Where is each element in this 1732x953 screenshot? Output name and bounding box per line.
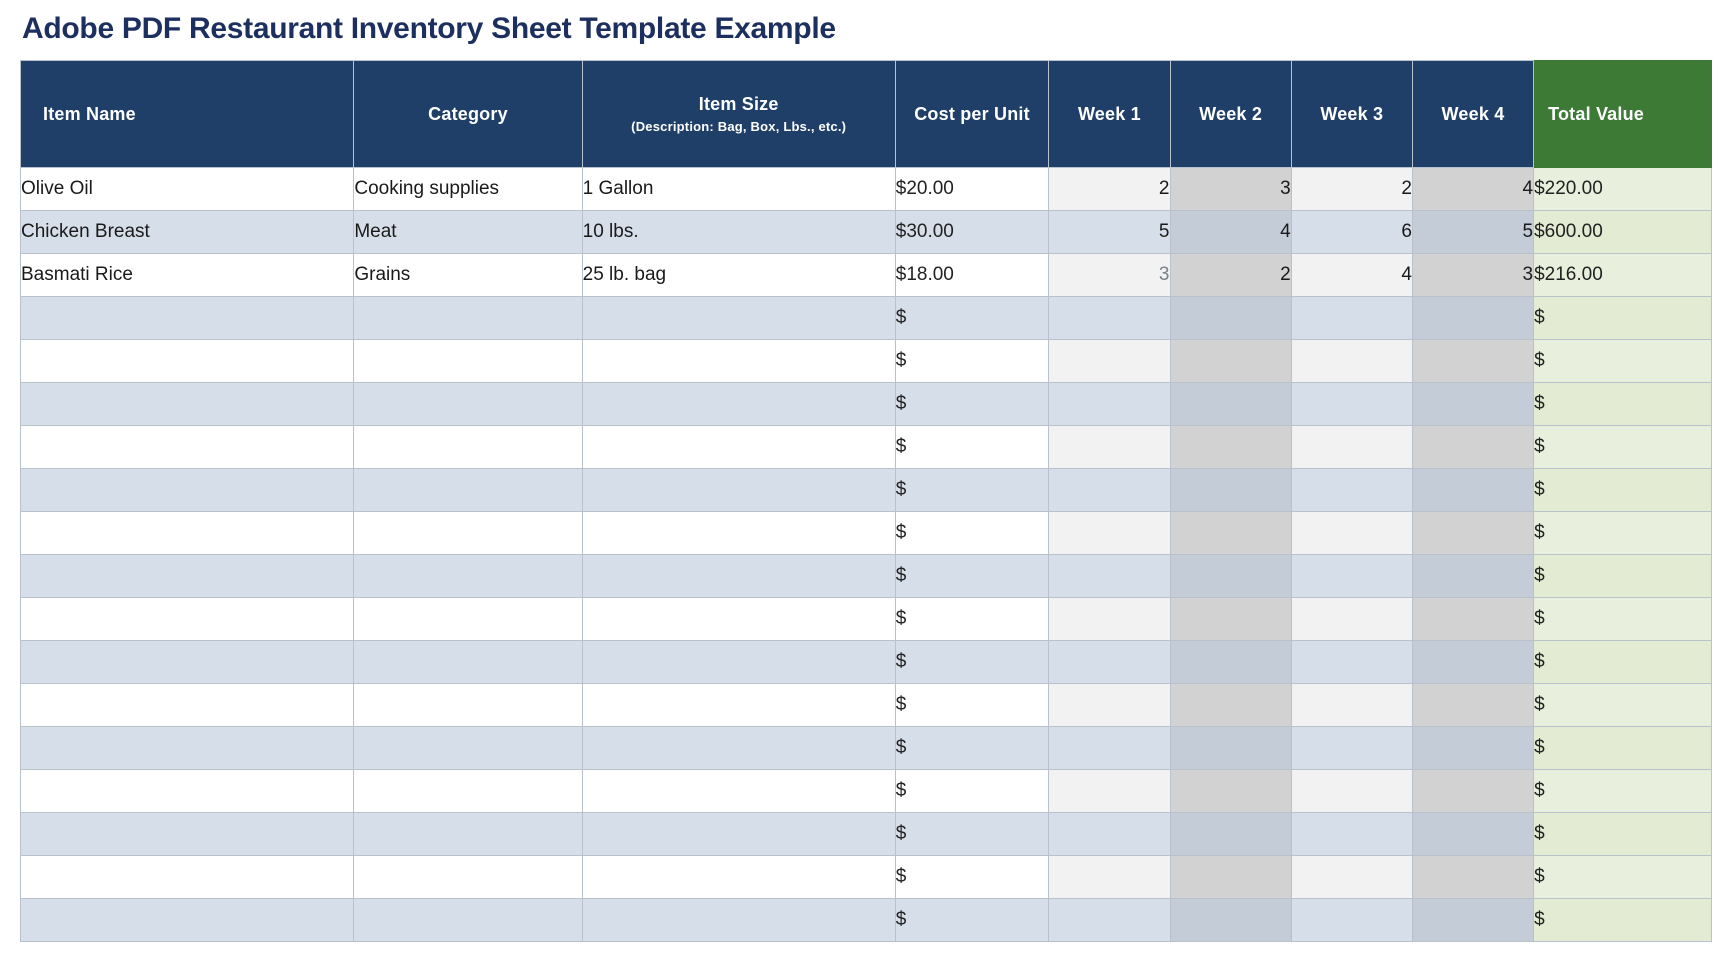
cell-week3[interactable] (1291, 426, 1412, 469)
cell-item-name[interactable] (21, 813, 354, 856)
cell-item-size[interactable] (582, 555, 895, 598)
cell-week2[interactable] (1170, 598, 1291, 641)
cell-week4[interactable] (1412, 727, 1533, 770)
cell-cost-per-unit[interactable]: $ (895, 684, 1049, 727)
table-row (21, 727, 1712, 770)
cell-total-value[interactable]: $600.00 (1534, 211, 1712, 254)
cell-week2[interactable] (1170, 383, 1291, 426)
table-row (21, 297, 1712, 340)
cell-item-size[interactable]: 10 lbs. (582, 211, 895, 254)
cell-category[interactable] (354, 813, 582, 856)
cell-cost-per-unit[interactable]: $ (895, 598, 1049, 641)
cell-category[interactable] (354, 770, 582, 813)
table-body (21, 168, 1712, 942)
cell-category[interactable] (354, 512, 582, 555)
cell-week2[interactable] (1170, 856, 1291, 899)
column-header-item-size-main: Item Size (698, 94, 779, 115)
table-row (21, 211, 1712, 254)
cell-item-name[interactable] (21, 641, 354, 684)
cell-item-name[interactable] (21, 727, 354, 770)
cell-cost-per-unit[interactable]: $30.00 (895, 211, 1049, 254)
cell-week1[interactable] (1049, 856, 1170, 899)
cell-cost-per-unit[interactable]: $18.00 (895, 254, 1049, 297)
cell-category[interactable] (354, 297, 582, 340)
cell-week3[interactable] (1291, 598, 1412, 641)
cell-week4[interactable] (1412, 641, 1533, 684)
cell-week3[interactable] (1291, 770, 1412, 813)
cell-week3[interactable]: 4 (1291, 254, 1412, 297)
cell-week1[interactable] (1049, 297, 1170, 340)
cell-total-value[interactable]: $ (1534, 297, 1712, 340)
cell-category[interactable] (354, 856, 582, 899)
cell-week4[interactable] (1412, 383, 1533, 426)
cell-total-value[interactable]: $216.00 (1534, 254, 1712, 297)
cell-item-name[interactable] (21, 340, 354, 383)
cell-week2[interactable] (1170, 340, 1291, 383)
cell-item-size[interactable] (582, 641, 895, 684)
cell-week1[interactable] (1049, 340, 1170, 383)
cell-week3[interactable]: 2 (1291, 168, 1412, 211)
cell-item-size[interactable] (582, 770, 895, 813)
cell-week4[interactable] (1412, 555, 1533, 598)
cell-week4[interactable] (1412, 340, 1533, 383)
cell-item-name[interactable] (21, 899, 354, 942)
cell-item-size[interactable] (582, 383, 895, 426)
cell-week1[interactable] (1049, 383, 1170, 426)
cell-week1[interactable]: 3 (1049, 254, 1170, 297)
cell-total-value[interactable]: $ (1534, 770, 1712, 813)
table-row (21, 383, 1712, 426)
cell-category[interactable] (354, 598, 582, 641)
cell-week3[interactable] (1291, 641, 1412, 684)
cell-cost-per-unit[interactable]: $ (895, 469, 1049, 512)
column-header-week4: Week 4 (1412, 61, 1533, 168)
cell-item-name[interactable] (21, 469, 354, 512)
table-row (21, 512, 1712, 555)
cell-week1[interactable] (1049, 512, 1170, 555)
page-title: Adobe PDF Restaurant Inventory Sheet Template Example (22, 12, 836, 45)
table-row (21, 770, 1712, 813)
cell-cost-per-unit[interactable]: $ (895, 340, 1049, 383)
cell-cost-per-unit[interactable]: $ (895, 899, 1049, 942)
cell-week1[interactable] (1049, 813, 1170, 856)
cell-week3[interactable] (1291, 512, 1412, 555)
cell-item-size[interactable] (582, 727, 895, 770)
cell-total-value[interactable]: $ (1534, 899, 1712, 942)
column-header-cost-per-unit: Cost per Unit (895, 61, 1049, 168)
cell-cost-per-unit[interactable]: $ (895, 813, 1049, 856)
cell-week2[interactable]: 3 (1170, 168, 1291, 211)
column-header-total-value: Total Value (1534, 61, 1712, 168)
cell-category[interactable] (354, 426, 582, 469)
table-row (21, 641, 1712, 684)
cell-total-value[interactable]: $ (1534, 512, 1712, 555)
cell-week2[interactable] (1170, 297, 1291, 340)
cell-week1[interactable]: 2 (1049, 168, 1170, 211)
cell-cost-per-unit[interactable]: $ (895, 727, 1049, 770)
cell-item-name[interactable]: Basmati Rice (21, 254, 354, 297)
cell-week2[interactable] (1170, 770, 1291, 813)
cell-week4[interactable] (1412, 598, 1533, 641)
cell-item-size[interactable] (582, 297, 895, 340)
cell-item-size[interactable] (582, 512, 895, 555)
table-header (21, 61, 1712, 168)
cell-item-name[interactable] (21, 684, 354, 727)
cell-item-size[interactable] (582, 899, 895, 942)
cell-total-value[interactable]: $ (1534, 340, 1712, 383)
cell-total-value[interactable]: $220.00 (1534, 168, 1712, 211)
cell-category[interactable] (354, 340, 582, 383)
cell-week1[interactable] (1049, 641, 1170, 684)
column-header-week2: Week 2 (1170, 61, 1291, 168)
cell-week2[interactable] (1170, 469, 1291, 512)
cell-total-value[interactable]: $ (1534, 426, 1712, 469)
cell-item-name[interactable] (21, 512, 354, 555)
column-header-item-size-sub: (Description: Bag, Box, Lbs., etc.) (631, 118, 847, 134)
column-header-category: Category (354, 61, 582, 168)
cell-item-name[interactable] (21, 426, 354, 469)
cell-cost-per-unit[interactable]: $ (895, 770, 1049, 813)
cell-week2[interactable]: 4 (1170, 211, 1291, 254)
cell-week3[interactable] (1291, 469, 1412, 512)
table-row (21, 555, 1712, 598)
cell-item-size[interactable] (582, 598, 895, 641)
table-row (21, 684, 1712, 727)
cell-cost-per-unit[interactable]: $ (895, 383, 1049, 426)
cell-category[interactable]: Grains (354, 254, 582, 297)
cell-item-name[interactable] (21, 383, 354, 426)
cell-total-value[interactable]: $ (1534, 813, 1712, 856)
cell-week2[interactable] (1170, 813, 1291, 856)
cell-week4[interactable] (1412, 813, 1533, 856)
table-row (21, 469, 1712, 512)
cell-week4[interactable] (1412, 469, 1533, 512)
cell-cost-per-unit[interactable]: $20.00 (895, 168, 1049, 211)
cell-week4[interactable] (1412, 770, 1533, 813)
cell-cost-per-unit[interactable]: $ (895, 426, 1049, 469)
cell-category[interactable] (354, 555, 582, 598)
cell-category[interactable] (354, 899, 582, 942)
table-row (21, 813, 1712, 856)
column-header-item-name: Item Name (21, 61, 354, 168)
cell-week4[interactable] (1412, 684, 1533, 727)
cell-item-name[interactable] (21, 555, 354, 598)
cell-week4[interactable] (1412, 297, 1533, 340)
table-row (21, 340, 1712, 383)
table-row (21, 598, 1712, 641)
cell-week4[interactable] (1412, 856, 1533, 899)
cell-total-value[interactable]: $ (1534, 469, 1712, 512)
cell-item-size[interactable]: 25 lb. bag (582, 254, 895, 297)
cell-total-value[interactable]: $ (1534, 555, 1712, 598)
table-row (21, 168, 1712, 211)
cell-week1[interactable] (1049, 770, 1170, 813)
cell-item-name[interactable]: Chicken Breast (21, 211, 354, 254)
cell-item-size[interactable] (582, 426, 895, 469)
cell-total-value[interactable]: $ (1534, 684, 1712, 727)
cell-item-size[interactable] (582, 684, 895, 727)
column-header-week3: Week 3 (1291, 61, 1412, 168)
cell-week4[interactable] (1412, 512, 1533, 555)
cell-total-value[interactable]: $ (1534, 856, 1712, 899)
column-header-week1: Week 1 (1049, 61, 1170, 168)
cell-item-name[interactable] (21, 297, 354, 340)
cell-week3[interactable]: 6 (1291, 211, 1412, 254)
cell-week2[interactable] (1170, 641, 1291, 684)
cell-week2[interactable] (1170, 727, 1291, 770)
cell-item-size[interactable] (582, 813, 895, 856)
table-row (21, 856, 1712, 899)
cell-week3[interactable] (1291, 383, 1412, 426)
cell-item-name[interactable] (21, 856, 354, 899)
cell-week1[interactable] (1049, 899, 1170, 942)
cell-week1[interactable] (1049, 684, 1170, 727)
cell-item-name[interactable] (21, 770, 354, 813)
cell-week1[interactable] (1049, 598, 1170, 641)
cell-category[interactable] (354, 383, 582, 426)
cell-week3[interactable] (1291, 684, 1412, 727)
cell-item-size[interactable] (582, 469, 895, 512)
cell-week4[interactable]: 4 (1412, 168, 1533, 211)
header-row (21, 61, 1712, 168)
cell-item-size[interactable] (582, 340, 895, 383)
cell-week4[interactable] (1412, 899, 1533, 942)
cell-week2[interactable] (1170, 684, 1291, 727)
cell-total-value[interactable]: $ (1534, 598, 1712, 641)
cell-item-name[interactable] (21, 598, 354, 641)
cell-week2[interactable] (1170, 426, 1291, 469)
cell-total-value[interactable]: $ (1534, 383, 1712, 426)
cell-week1[interactable]: 5 (1049, 211, 1170, 254)
cell-week2[interactable] (1170, 555, 1291, 598)
cell-week4[interactable] (1412, 426, 1533, 469)
cell-week2[interactable]: 2 (1170, 254, 1291, 297)
cell-week4[interactable]: 3 (1412, 254, 1533, 297)
cell-category[interactable]: Meat (354, 211, 582, 254)
cell-week4[interactable]: 5 (1412, 211, 1533, 254)
cell-cost-per-unit[interactable]: $ (895, 856, 1049, 899)
cell-total-value[interactable]: $ (1534, 727, 1712, 770)
cell-category[interactable] (354, 684, 582, 727)
cell-week1[interactable] (1049, 555, 1170, 598)
cell-category[interactable] (354, 641, 582, 684)
column-header-item-size (582, 61, 895, 168)
cell-week3[interactable] (1291, 340, 1412, 383)
cell-week3[interactable] (1291, 813, 1412, 856)
cell-category[interactable]: Cooking supplies (354, 168, 582, 211)
cell-item-size[interactable] (582, 856, 895, 899)
cell-week2[interactable] (1170, 899, 1291, 942)
cell-total-value[interactable]: $ (1534, 641, 1712, 684)
cell-category[interactable] (354, 727, 582, 770)
cell-week3[interactable] (1291, 727, 1412, 770)
cell-cost-per-unit[interactable]: $ (895, 641, 1049, 684)
table-row (21, 254, 1712, 297)
cell-week3[interactable] (1291, 856, 1412, 899)
cell-cost-per-unit[interactable]: $ (895, 512, 1049, 555)
cell-week1[interactable] (1049, 426, 1170, 469)
inventory-table (20, 60, 1712, 942)
cell-item-name[interactable]: Olive Oil (21, 168, 354, 211)
cell-item-size[interactable]: 1 Gallon (582, 168, 895, 211)
cell-week3[interactable] (1291, 555, 1412, 598)
cell-cost-per-unit[interactable]: $ (895, 555, 1049, 598)
cell-cost-per-unit[interactable]: $ (895, 297, 1049, 340)
cell-week1[interactable] (1049, 727, 1170, 770)
cell-week3[interactable] (1291, 297, 1412, 340)
table-row (21, 426, 1712, 469)
cell-week1[interactable] (1049, 469, 1170, 512)
table-row (21, 899, 1712, 942)
cell-category[interactable] (354, 469, 582, 512)
cell-week3[interactable] (1291, 899, 1412, 942)
cell-week2[interactable] (1170, 512, 1291, 555)
